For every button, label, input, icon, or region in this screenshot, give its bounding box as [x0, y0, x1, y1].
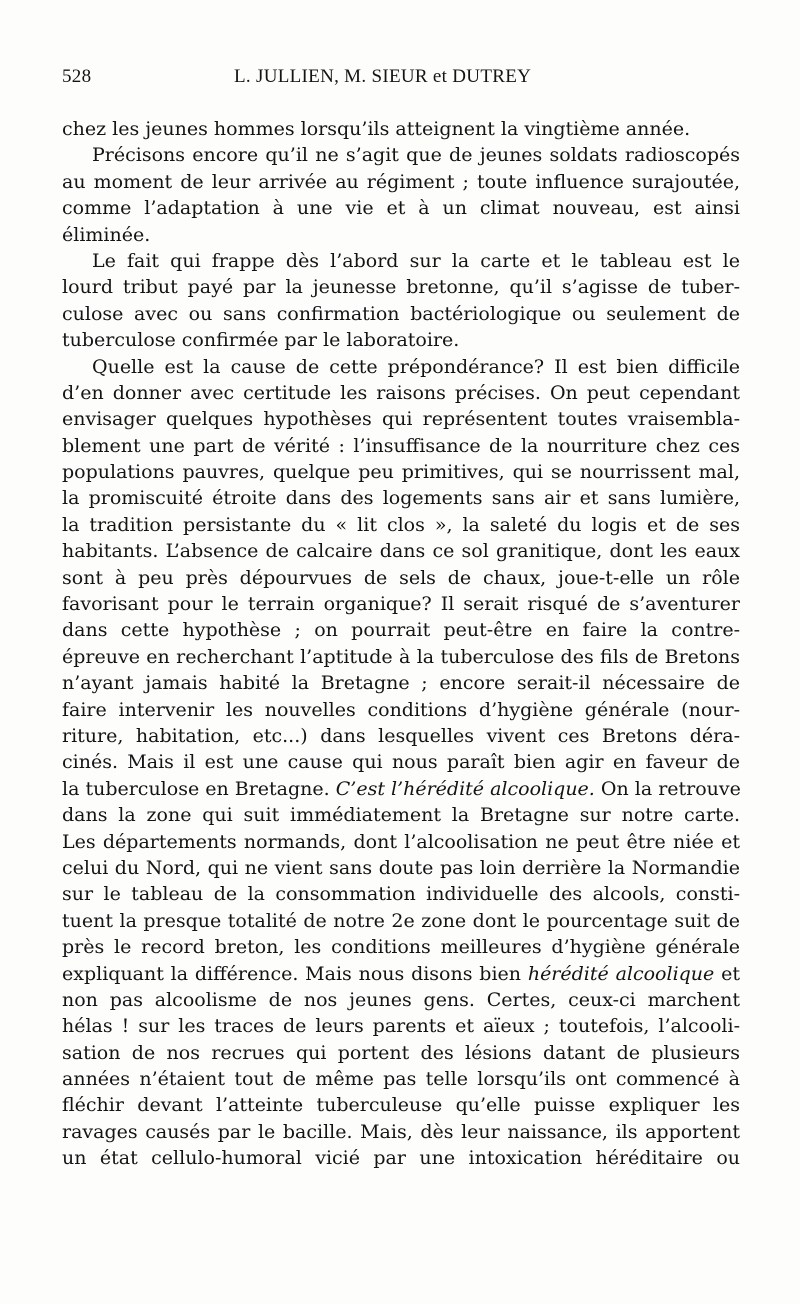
text-line-content: Précisons encore qu’il ne s’agit que de jeunes soldats radioscopés — [92, 144, 740, 167]
emphasis-text: C’est l’hérédité alcoolique. — [335, 777, 595, 800]
text-line-content: lourd tribut payé par la jeunesse bretonne, qu’il s’agisse de tuber- — [62, 276, 740, 299]
text-line-content: chez les jeunes hommes lorsqu’ils atteignent la vingtième année. — [62, 118, 691, 140]
text-line-content: n’ayant jamais habité la Bretagne ; encore serait-il nécessaire de — [62, 672, 740, 695]
body-text — [62, 116, 740, 1172]
text-line — [62, 749, 740, 775]
text-line — [62, 565, 740, 591]
text-line-content: années n’étaient tout de même pas telle lorsqu’ils ont commencé à — [62, 1068, 740, 1091]
text-line — [62, 248, 740, 274]
text-line — [62, 934, 740, 960]
running-title: L. JULLIEN, M. SIEUR et DUTREY — [234, 66, 532, 87]
text-line-content: riture, habitation, etc...) dans lesquelles vivent ces Bretons déra- — [62, 724, 740, 747]
text-line — [62, 908, 740, 934]
text-line-content: comme l’adaptation à une vie et à un climat nouveau, est ainsi — [62, 197, 740, 220]
text-line — [62, 195, 740, 221]
text-line-content: d’en donner avec certitude les raisons précises. On peut cependant — [62, 381, 740, 404]
text-line-content: près le record breton, les conditions meilleures d’hygiène générale — [62, 936, 740, 959]
text-line — [62, 1013, 740, 1039]
text-line-content: blement une part de vérité : l’insuffisance de la nourriture chez ces — [62, 434, 740, 457]
text-line-content: un état cellulo-humoral vicié par une intoxication héréditaire ou — [62, 1147, 740, 1170]
text-line — [62, 142, 740, 168]
text-line — [62, 380, 740, 406]
text-line-content: Le fait qui frappe dès l’abord sur la carte et le tableau est le — [92, 249, 740, 272]
text-line-content: épreuve en recherchant l’aptitude à la tuberculose des fils de Bretons — [62, 645, 740, 668]
text-line-content: hélas ! sur les traces de leurs parents et aïeux ; toutefois, l’alcooli- — [62, 1015, 740, 1038]
text-line — [62, 274, 740, 300]
text-line-content: expliquant la différence. Mais nous disons bien — [62, 962, 522, 985]
text-line — [62, 697, 740, 723]
text-line-content: habitants. L’absence de calcaire dans ce sol granitique, dont les eaux — [62, 540, 740, 563]
text-line-content: tuberculose confirmée par le laboratoire. — [62, 329, 460, 352]
text-line — [62, 327, 740, 353]
text-line-content: sur le tableau de la consommation individuelle des alcools, consti- — [62, 883, 740, 906]
text-line — [62, 1040, 740, 1066]
text-line-continuation: et — [721, 962, 740, 985]
text-line — [62, 222, 740, 248]
text-line — [62, 591, 740, 617]
text-line — [62, 1092, 740, 1118]
text-line-content: dans la zone qui suit immédiatement la Bretagne sur notre carte. — [62, 804, 740, 827]
text-line — [62, 855, 740, 881]
text-line — [62, 354, 740, 380]
page-number: 528 — [62, 66, 92, 87]
text-line-content: éliminée. — [62, 223, 151, 246]
text-line-content: la promiscuité étroite dans des logements sans air et sans lumière, — [62, 487, 740, 510]
text-line-content: sont à peu près dépourvues de sels de chaux, joue-t-elle un rôle — [62, 566, 740, 589]
text-line — [62, 1145, 740, 1171]
text-line-content: Les départements normands, dont l’alcoolisation ne peut être niée et — [62, 830, 740, 853]
text-line — [62, 1066, 740, 1092]
text-line — [62, 802, 740, 828]
running-head — [62, 66, 740, 96]
text-line — [62, 670, 740, 696]
text-line-content: celui du Nord, qui ne vient sans doute pas loin derrière la Normandie — [62, 856, 740, 879]
text-line — [62, 301, 740, 327]
text-line-content: ravages causés par le bacille. Mais, dès leur naissance, ils apportent — [62, 1120, 740, 1143]
text-line-content: non pas alcoolisme de nos jeunes gens. Certes, ceux-ci marchent — [62, 988, 740, 1011]
text-line-content: la tuberculose en Bretagne. — [62, 777, 330, 800]
text-line-content: faire intervenir les nouvelles conditions d’hygiène générale (nour- — [62, 698, 740, 721]
text-line — [62, 459, 740, 485]
text-line-content: favorisant pour le terrain organique? Il serait risqué de s’aventurer — [62, 593, 740, 616]
text-line — [62, 1119, 740, 1145]
text-line-content: populations pauvres, quelque peu primitives, qui se nourrissent mal, — [62, 461, 740, 484]
text-line-content: sation de nos recrues qui portent des lésions datant de plusieurs — [62, 1041, 740, 1064]
text-line — [62, 723, 740, 749]
text-line-content: culose avec ou sans confirmation bactériologique ou seulement de — [62, 302, 740, 325]
text-line-content: envisager quelques hypothèses qui représentent toutes vraisembla- — [62, 408, 740, 431]
text-line-content: la tradition persistante du « lit clos », la saleté du logis et de ses — [62, 513, 740, 536]
text-line — [62, 776, 740, 802]
text-line — [62, 433, 740, 459]
text-line-content: fléchir devant l’atteinte tuberculeuse qu’elle puisse expliquer les — [62, 1094, 740, 1117]
text-line — [62, 644, 740, 670]
text-line — [62, 881, 740, 907]
text-line — [62, 961, 740, 987]
text-line-content: tuent la presque totalité de notre 2e zone dont le pourcentage suit de — [62, 909, 740, 932]
text-line-content: dans cette hypothèse ; on pourrait peut-être en faire la contre- — [62, 619, 740, 642]
text-line — [62, 538, 740, 564]
text-line — [62, 485, 740, 511]
text-line — [62, 116, 740, 142]
emphasis-text: hérédité alcoolique — [527, 962, 715, 985]
text-line-content: Quelle est la cause de cette prépondérance? Il est bien difficile — [92, 355, 740, 378]
text-line — [62, 512, 740, 538]
text-line-content: cinés. Mais il est une cause qui nous paraît bien agir en faveur de — [62, 751, 740, 774]
text-line-content: au moment de leur arrivée au régiment ; toute influence surajoutée, — [62, 170, 740, 193]
text-line — [62, 406, 740, 432]
text-line — [62, 987, 740, 1013]
text-line — [62, 169, 740, 195]
text-line — [62, 617, 740, 643]
text-line — [62, 829, 740, 855]
text-line-continuation: On la retrouve — [600, 777, 741, 800]
